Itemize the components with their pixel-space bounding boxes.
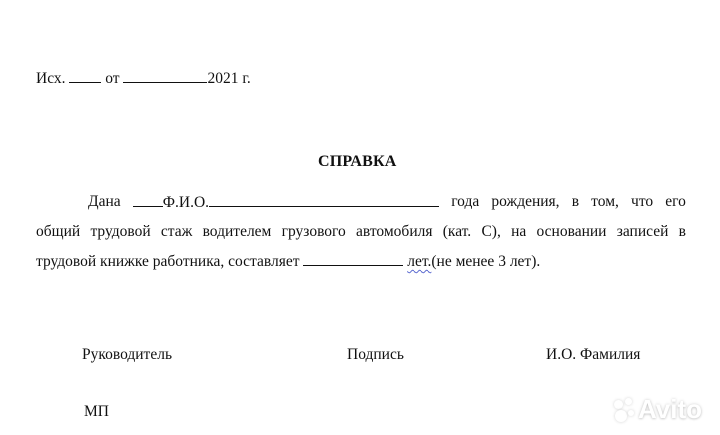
- avito-watermark: [614, 394, 702, 425]
- experience-text: трудовой книжке работника, составляет: [36, 253, 300, 270]
- word: (кат.: [442, 223, 472, 240]
- word: общий: [36, 223, 81, 240]
- years-unit: лет.: [407, 253, 432, 270]
- word: на: [511, 223, 527, 240]
- word: его: [665, 193, 686, 210]
- avito-wordmark: Avito: [638, 394, 703, 424]
- document-title: СПРАВКА: [318, 153, 397, 170]
- fio-prefix-blank: [133, 193, 163, 207]
- word: рождения,: [491, 193, 560, 210]
- name-label: И.О. Фамилия: [546, 346, 641, 363]
- minimum-note: (не менее 3 лет).: [431, 253, 541, 270]
- ref-from: от: [105, 70, 120, 87]
- given-word: Дана: [88, 193, 121, 210]
- body-line-3: [36, 252, 540, 271]
- signature-label: Подпись: [347, 346, 404, 363]
- word: стаж: [160, 223, 193, 240]
- word: автомобиля: [356, 223, 433, 240]
- fio-field: [133, 193, 439, 212]
- word: в: [678, 223, 686, 240]
- outgoing-reference-line: [36, 69, 251, 88]
- ref-year: 2021 г.: [207, 70, 251, 87]
- word: в: [571, 193, 580, 210]
- word: что: [631, 193, 654, 210]
- avito-dots-icon: [614, 398, 636, 422]
- word: года: [451, 193, 480, 210]
- stamp-label: МП: [84, 403, 109, 420]
- body-line-2: [36, 223, 686, 241]
- fio-blank: [209, 193, 439, 207]
- word: С),: [481, 223, 501, 240]
- fio-label: Ф.И.О.: [162, 194, 210, 211]
- word: грузового: [281, 223, 346, 240]
- word: том,: [591, 193, 619, 210]
- position-label: Руководитель: [82, 346, 173, 363]
- experience-years-blank: [303, 252, 403, 266]
- word: трудовой: [90, 223, 151, 240]
- word: основании: [536, 223, 607, 240]
- ref-number-blank: [69, 69, 101, 83]
- body-line-1: [88, 193, 686, 212]
- word: водителем: [202, 223, 272, 240]
- ref-date-blank: [123, 69, 207, 83]
- word: записей: [616, 223, 669, 240]
- ref-prefix: Исх.: [36, 70, 66, 87]
